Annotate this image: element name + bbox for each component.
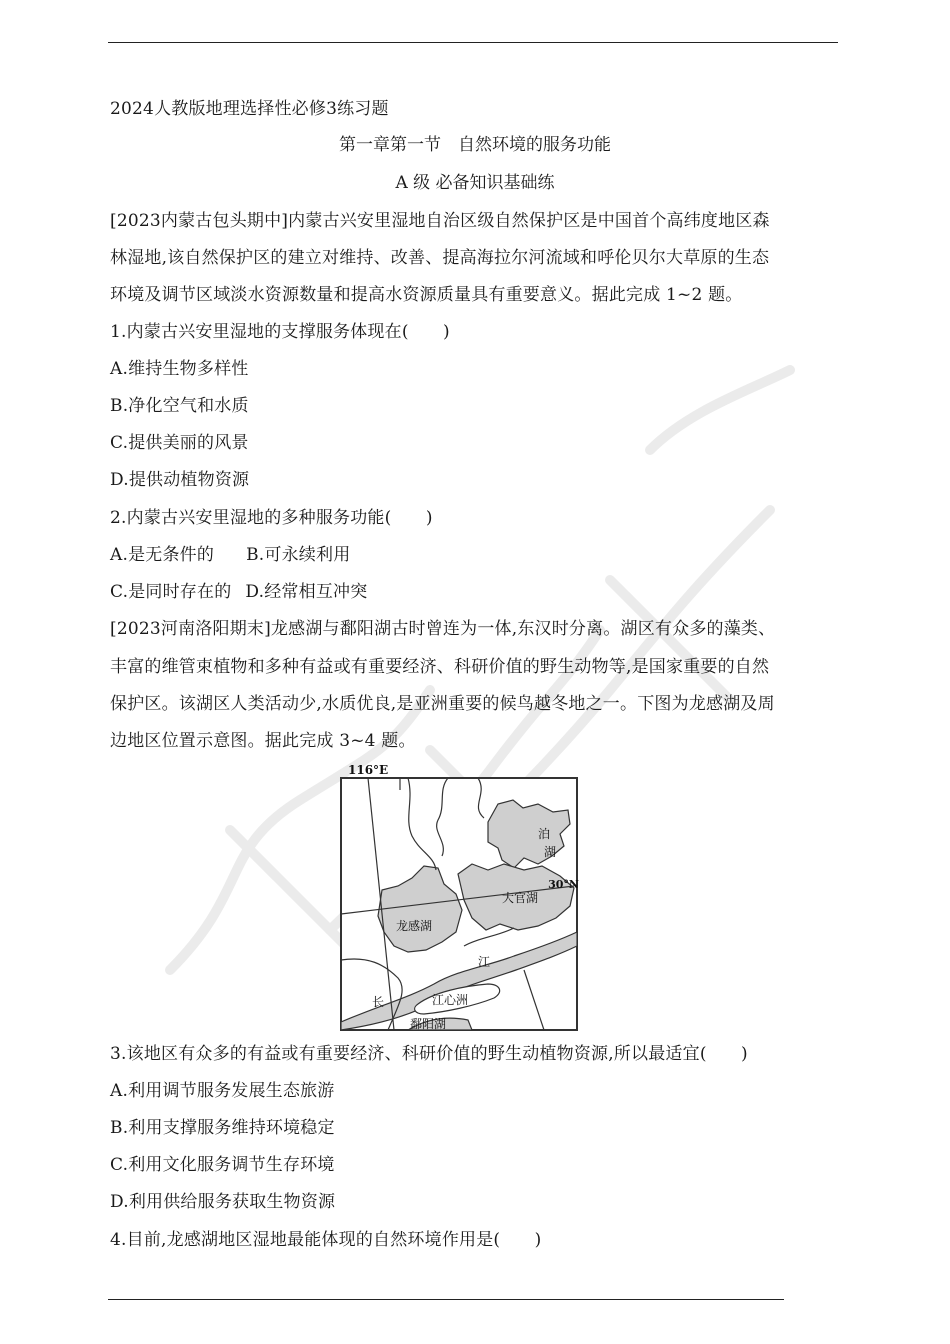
map-label-bo-1: 泊 [538, 827, 551, 841]
question-3-option-d: D.利用供给服务获取生物资源 [110, 1192, 336, 1212]
question-2-option-c: C.是同时存在的 [110, 582, 232, 602]
question-2-option-d: D.经常相互冲突 [245, 582, 368, 602]
lake-location-map [338, 760, 588, 1036]
map-label-jiangxinzhou: 江心洲 [432, 993, 469, 1007]
passage1-line: 环境及调节区域淡水资源数量和提高水资源质量具有重要意义。据此完成 1~2 题。 [110, 285, 743, 305]
question-3-option-a: A.利用调节服务发展生态旅游 [110, 1081, 335, 1101]
question-2-option-a: A.是无条件的 [110, 545, 215, 565]
question-3-option-b: B.利用支撑服务维持环境稳定 [110, 1118, 335, 1138]
map-svg [338, 760, 588, 1036]
question-2-options-row [110, 544, 350, 566]
question-3-stem: 3.该地区有众多的有益或有重要经济、科研价值的野生动植物资源,所以最适宜( ) [110, 1044, 748, 1064]
question-2-stem: 2.内蒙古兴安里湿地的多种服务功能( ) [110, 508, 433, 528]
map-label-daguan: 大官湖 [502, 891, 539, 905]
question-3-option-c: C.利用文化服务调节生存环境 [110, 1155, 335, 1175]
question-1-option-a: A.维持生物多样性 [110, 359, 249, 379]
map-label-bo-2: 湖 [544, 845, 557, 859]
passage2-line: 保护区。该湖区人类活动少,水质优良,是亚洲重要的候鸟越冬地之一。下图为龙感湖及周 [110, 694, 775, 714]
question-1-option-c: C.提供美丽的风景 [110, 433, 249, 453]
passage2-line: 边地区位置示意图。据此完成 3~4 题。 [110, 731, 416, 751]
longitude-label: 116°E [348, 763, 389, 777]
latitude-label: 30°N [548, 878, 579, 891]
passage1-line: 林湿地,该自然保护区的建立对维持、改善、提高海拉尔河流域和呼伦贝尔大草原的生态 [110, 248, 770, 268]
passage2-line: [2023河南洛阳期末]龙感湖与鄱阳湖古时曾连为一体,东汉时分离。湖区有众多的藻类、 [110, 619, 776, 639]
question-2-options-row [110, 581, 367, 603]
question-1-option-b: B.净化空气和水质 [110, 396, 249, 416]
passage1-line: [2023内蒙古包头期中]内蒙古兴安里湿地自治区级自然保护区是中国首个高纬度地区森 [110, 211, 770, 231]
level-title: A 级 必备知识基础练 [395, 173, 555, 193]
map-label-jiang: 江 [478, 955, 491, 969]
question-4-stem: 4.目前,龙感湖地区湿地最能体现的自然环境作用是( ) [110, 1230, 542, 1250]
header-rule [108, 42, 838, 43]
passage2-line: 丰富的维管束植物和多种有益或有重要经济、科研价值的野生动物等,是国家重要的自然 [110, 657, 770, 677]
question-1-stem: 1.内蒙古兴安里湿地的支撑服务体现在( ) [110, 322, 450, 342]
map-label-poyang: 鄱阳湖 [410, 1017, 447, 1031]
map-label-chang: 长 [372, 995, 385, 1009]
question-1-option-d: D.提供动植物资源 [110, 470, 250, 490]
question-2-option-b: B.可永续利用 [246, 545, 351, 565]
footer-rule [108, 1299, 784, 1300]
map-label-longgan: 龙感湖 [396, 919, 433, 933]
doc-title: 2024人教版地理选择性必修3练习题 [110, 99, 389, 119]
section-title: 第一章第一节 自然环境的服务功能 [339, 135, 611, 155]
